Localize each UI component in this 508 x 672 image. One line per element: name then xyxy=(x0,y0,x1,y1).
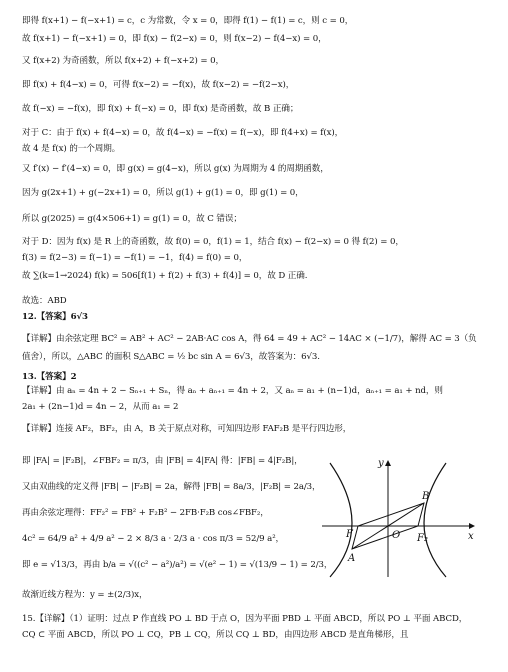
origin-label: O xyxy=(392,530,401,541)
right-branch xyxy=(424,463,446,577)
text-line: f(3) = f(2−3) = f(−1) = −f(1) = −1，f(4) = f(0) = 0， xyxy=(22,253,248,263)
text-line: 再由余弦定理得：FF₂² = FB² + F₂B² − 2FB·F₂B cos∠FBF₂， xyxy=(22,508,269,518)
point-b-label: B xyxy=(422,491,430,502)
text-line: 又 f(x+2) 为奇函数，所以 f(x+2) + f(−x+2) = 0， xyxy=(22,56,224,66)
text-line: 对于 D：因为 f(x) 是 R 上的奇函数，故 f(0) = 0，f(1) = 1，结合 f(x) − f(2−x) = 0 得 f(2) = 0， xyxy=(22,237,404,247)
choice-line: 故选：ABD xyxy=(22,296,67,306)
text-line: 因为 g(2x+1) + g(−2x+1) = 0，所以 g(1) + g(1) = 0，即 g(1) = 0， xyxy=(22,188,304,198)
text-line: 又由双曲线的定义得 |FB| − |F₂B| = 2a，解得 |FB| = 8a/3，|F₂B| = 2a/3， xyxy=(22,482,321,492)
text-line: 故渐近线方程为：y = ±(2/3)x， xyxy=(22,590,148,600)
text-line: 2a₁ + (2n−1)d = 4n − 2，从而 a₁ = 2 xyxy=(22,402,179,412)
text-line: 值舍），所以，△ABC 的面积 S△ABC = ½ bc sin A = 6√3，故答案为：6√3. xyxy=(22,352,320,362)
text-line: 故 f(x+1) − f(−x+1) = 0，即 f(x) − f(2−x) = 0，则 f(x−2) − f(4−x) = 0， xyxy=(22,34,327,44)
point-f2-label: F₂ xyxy=(417,533,428,544)
text-line: 【详解】连接 AF₂，BF₂，由 A，B 关于原点对称，可知四边形 FAF₂B 是平行四边形， xyxy=(22,424,352,434)
text-line: 4c² = 64/9 a² + 4/9 a² − 2 × 8/3 a · 2/3 a · cos π/3 = 52/9 a²， xyxy=(22,534,285,544)
text-line: 15.【详解】（1）证明：过点 P 作直线 PO ⊥ BD 于点 O，因为平面 PBD ⊥ 平面 ABCD，所以 PO ⊥ 平面 ABCD， xyxy=(22,614,468,624)
text-line: 对于 C：由于 f(x) + f(4−x) = 0，故 f(4−x) = −f(x) = f(−x)，即 f(4+x) = f(x)， xyxy=(22,128,344,138)
text-line: 又 f′(x) − f′(4−x) = 0，即 g(x) = g(4−x)，所以 g(x) 为周期为 4 的周期函数， xyxy=(22,164,329,174)
x-axis-label: x xyxy=(468,531,474,542)
answer-heading: 12.【答案】6√3 xyxy=(22,312,88,322)
hyperbola-diagram xyxy=(322,455,482,580)
point-f-label: F xyxy=(346,529,353,540)
text-line: 故 f(−x) = −f(x)，即 f(x) + f(−x) = 0，即 f(x) 是奇函数，故 B 正确； xyxy=(22,104,299,114)
text-line: 即 f(x) + f(4−x) = 0，可得 f(x−2) = −f(x)，故 f(x−2) = −f(2−x)， xyxy=(22,80,295,90)
text-line: 【详解】由余弦定理 BC² = AB² + AC² − 2AB·AC cos A，得 64 = 49 + AC² − 14AC × (−1/7)，解得 AC = 3（负 xyxy=(22,334,477,344)
y-axis-label: y xyxy=(378,458,384,469)
text-line: CQ ⊂ 平面 ABCD，所以 PO ⊥ CQ，PB ⊥ CQ，所以 CQ ⊥ BD，由四边形 ABCD 是直角梯形，且 xyxy=(22,630,409,640)
text-line: 即 e = √13/3，再由 b/a = √((c² − a²)/a²) = √(e² − 1) = √(13/9 − 1) = 2/3， xyxy=(22,560,333,570)
summation-line: 故 ∑(k=1→2024) f(k) = 506[f(1) + f(2) + f(3) + f(4)] = 0，故 D 正确. xyxy=(22,271,308,281)
answer-heading: 13.【答案】2 xyxy=(22,372,77,382)
point-a-label: A xyxy=(348,553,356,564)
text-line: 即得 f(x+1) − f(−x+1) = c，c 为常数，令 x = 0，即得 f(1) − f(1) = c，则 c = 0， xyxy=(22,16,354,26)
text-line: 即 |FA| = |F₂B|，∠FBF₂ = π/3，由 |FB| = 4|FA| 得：|FB| = 4|F₂B|， xyxy=(22,456,303,466)
text-line: 故 4 是 f(x) 的一个周期。 xyxy=(22,144,121,154)
text-line: 【详解】由 aₙ = 4n + 2 − Sₙ₊₁ + Sₙ，得 aₙ + aₙ₊₁ = 4n + 2，又 aₙ = a₁ + (n−1)d，aₙ₊₁ = a₁ + nd，则 xyxy=(22,386,443,396)
text-line: 所以 g(2025) = g(4×506+1) = g(1) = 0，故 C 错误； xyxy=(22,214,242,224)
